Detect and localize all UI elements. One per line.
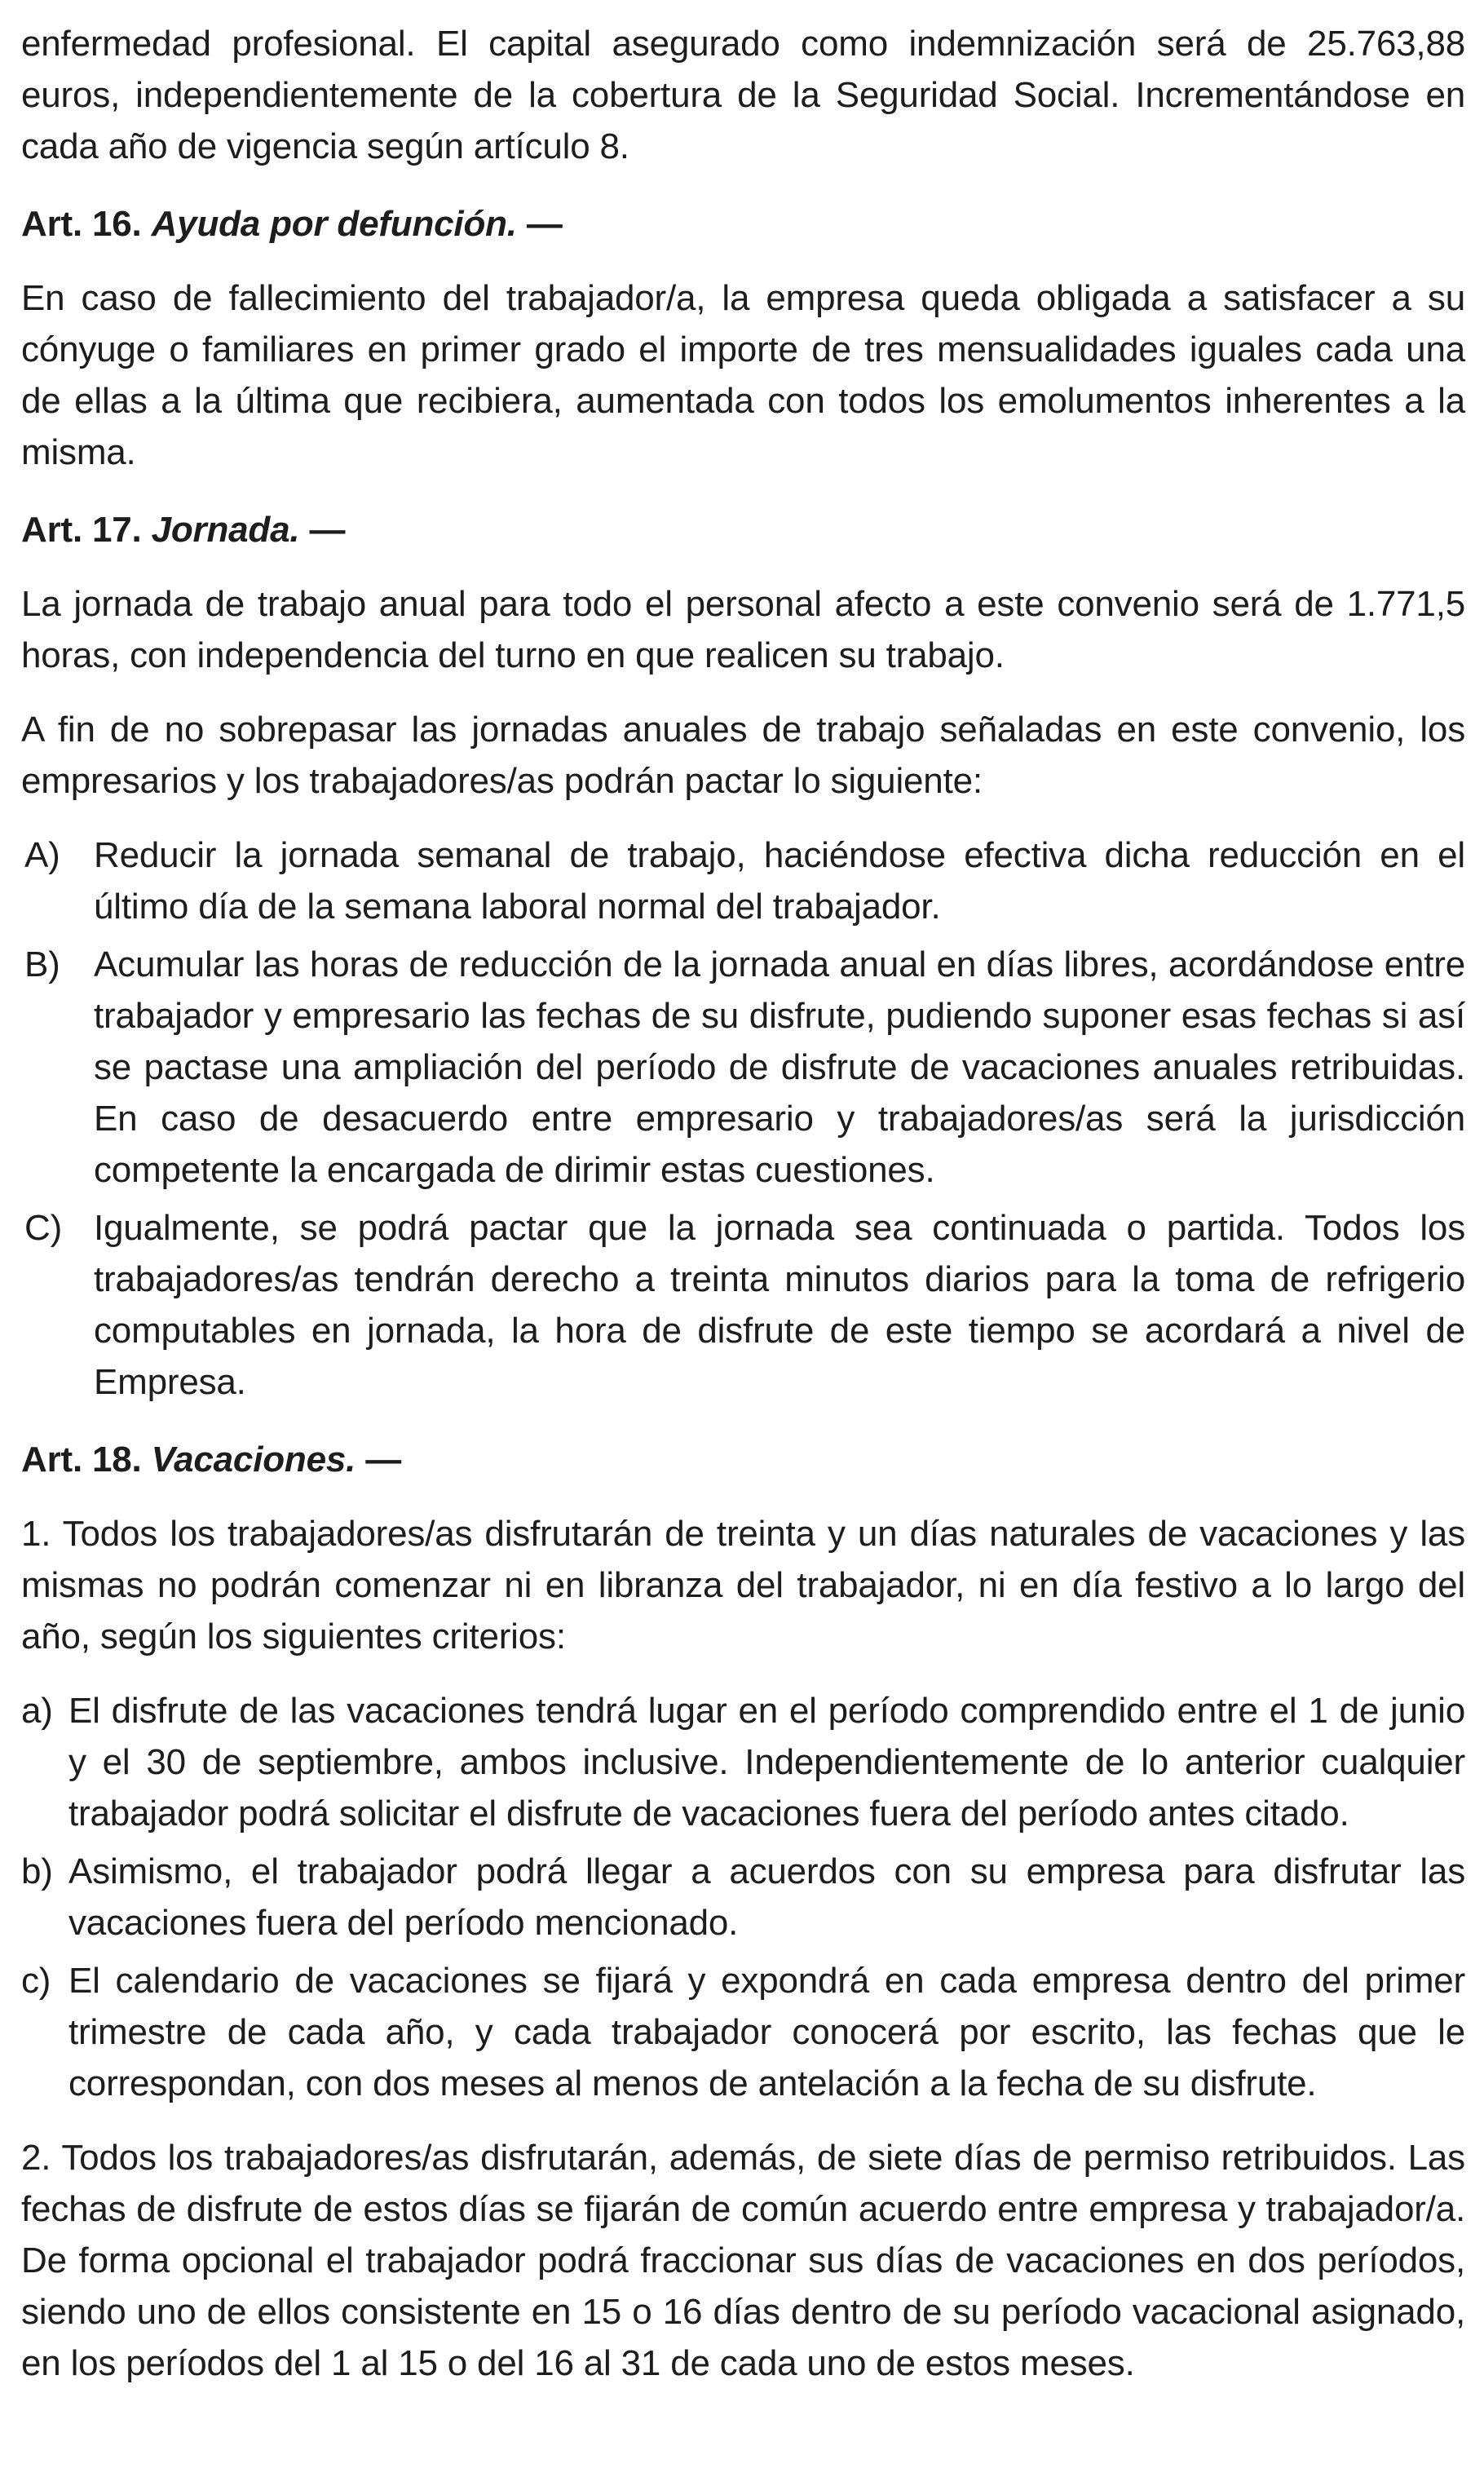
list-item-B xyxy=(21,939,1465,1196)
article-dash: — xyxy=(309,510,346,550)
paragraph-paid-leave: 2. Todos los trabajadores/as disfrutarán, además, de siete días de permiso retribuidos. Las fechas de disfrute de estos días se fijarán de común acuerdo entre empresa y trabajador/a. De forma opcional el trabajador podrá fraccionar sus días de vacaciones en dos períodos, siendo uno de ellos consistente en 15 o 16 días dentro de su período vacacional asignado, en los períodos del 1 al 15 o del 16 al 31 de cada uno de estos meses. xyxy=(21,2138,1465,2383)
list-marker: A) xyxy=(24,835,60,875)
article-number: Art. 17. xyxy=(21,510,142,550)
list-marker: b) xyxy=(21,1851,53,1891)
article-title: Vacaciones. xyxy=(151,1440,356,1480)
list-marker: c) xyxy=(21,1961,51,2001)
list-item-text: Igualmente, se podrá pactar que la jornada sea continuada o partida. Todos los trabajadores/as tendrán derecho a treinta minutos diarios para la toma de refrigerio computables en jornada, la hora de disfrute de este tiempo se acordará a nivel de Empresa. xyxy=(94,1208,1465,1402)
article-heading-18 xyxy=(21,1434,1465,1485)
article-dash: — xyxy=(365,1440,401,1480)
paragraph-insurance-capital: enfermedad profesional. El capital asegurado como indemnización será de 25.763,88 euros, independientemente de la cobertura de la Seguridad Social. Incrementándose en cada año de vigencia según artículo 8. xyxy=(21,24,1465,166)
article-title: Ayuda por defunción. xyxy=(151,204,517,244)
paragraph-annual-hours: La jornada de trabajo anual para todo el personal afecto a este convenio será de 1.771,5 horas, con independencia del turno en que realicen su trabajo. xyxy=(21,584,1465,675)
list-item-A xyxy=(21,829,1465,932)
article-dash: — xyxy=(526,204,563,244)
list-item-text: El calendario de vacaciones se fijará y expondrá en cada empresa dentro del primer trimestre de cada año, y cada trabajador conocerá por escrito, las fechas que le correspondan, con dos meses al menos de antelación a la fecha de su disfrute. xyxy=(68,1961,1465,2103)
paragraph-vacation-days: 1. Todos los trabajadores/as disfrutarán de treinta y un días naturales de vacaciones y las mismas no podrán comenzar ni en libranza del trabajador, ni en día festivo a lo largo del año, según los siguientes criterios: xyxy=(21,1514,1465,1656)
list-item-c xyxy=(21,1955,1465,2109)
list-item-text: Reducir la jornada semanal de trabajo, haciéndose efectiva dicha reducción en el último día de la semana laboral normal del trabajador. xyxy=(94,835,1465,927)
article-number: Art. 16. xyxy=(21,204,142,244)
list-item-text: Acumular las horas de reducción de la jornada anual en días libres, acordándose entre trabajador y empresario las fechas de su disfrute, pudiendo suponer esas fechas si así se pactase una ampliación del período de disfrute de vacaciones anuales retribuidas. En caso de desacuerdo entre empresario y trabajadores/as será la jurisdicción competente la encargada de dirimir estas cuestiones. xyxy=(94,944,1465,1190)
list-marker: a) xyxy=(21,1691,53,1731)
paragraph-death-benefit: En caso de fallecimiento del trabajador/a, la empresa queda obligada a satisfacer a su cónyuge o familiares en primer grado el importe de tres mensualidades iguales cada una de ellas a la última que recibiera, aumentada con todos los emolumentos inherentes a la misma. xyxy=(21,278,1465,472)
list-marker: C) xyxy=(24,1208,63,1248)
list-marker: B) xyxy=(24,944,60,984)
article-heading-17 xyxy=(21,504,1465,555)
list-item-b xyxy=(21,1846,1465,1948)
list-item-text: El disfrute de las vacaciones tendrá lugar en el período comprendido entre el 1 de junio y el 30 de septiembre, ambos inclusive. Independientemente de lo anterior cualquier trabajador podrá solicitar el disfrute de vacaciones fuera del período antes citado. xyxy=(68,1691,1465,1833)
list-item-text: Asimismo, el trabajador podrá llegar a acuerdos con su empresa para disfrutar las vacaciones fuera del período mencionado. xyxy=(68,1851,1465,1943)
article-number: Art. 18. xyxy=(21,1440,142,1480)
article-heading-16 xyxy=(21,198,1465,250)
paragraph-agreement-intro: A fin de no sobrepasar las jornadas anuales de trabajo señaladas en este convenio, los empresarios y los trabajadores/as podrán pactar lo siguiente: xyxy=(21,710,1465,801)
list-item-a xyxy=(21,1685,1465,1839)
article-title: Jornada. xyxy=(151,510,300,550)
list-item-C xyxy=(21,1202,1465,1408)
